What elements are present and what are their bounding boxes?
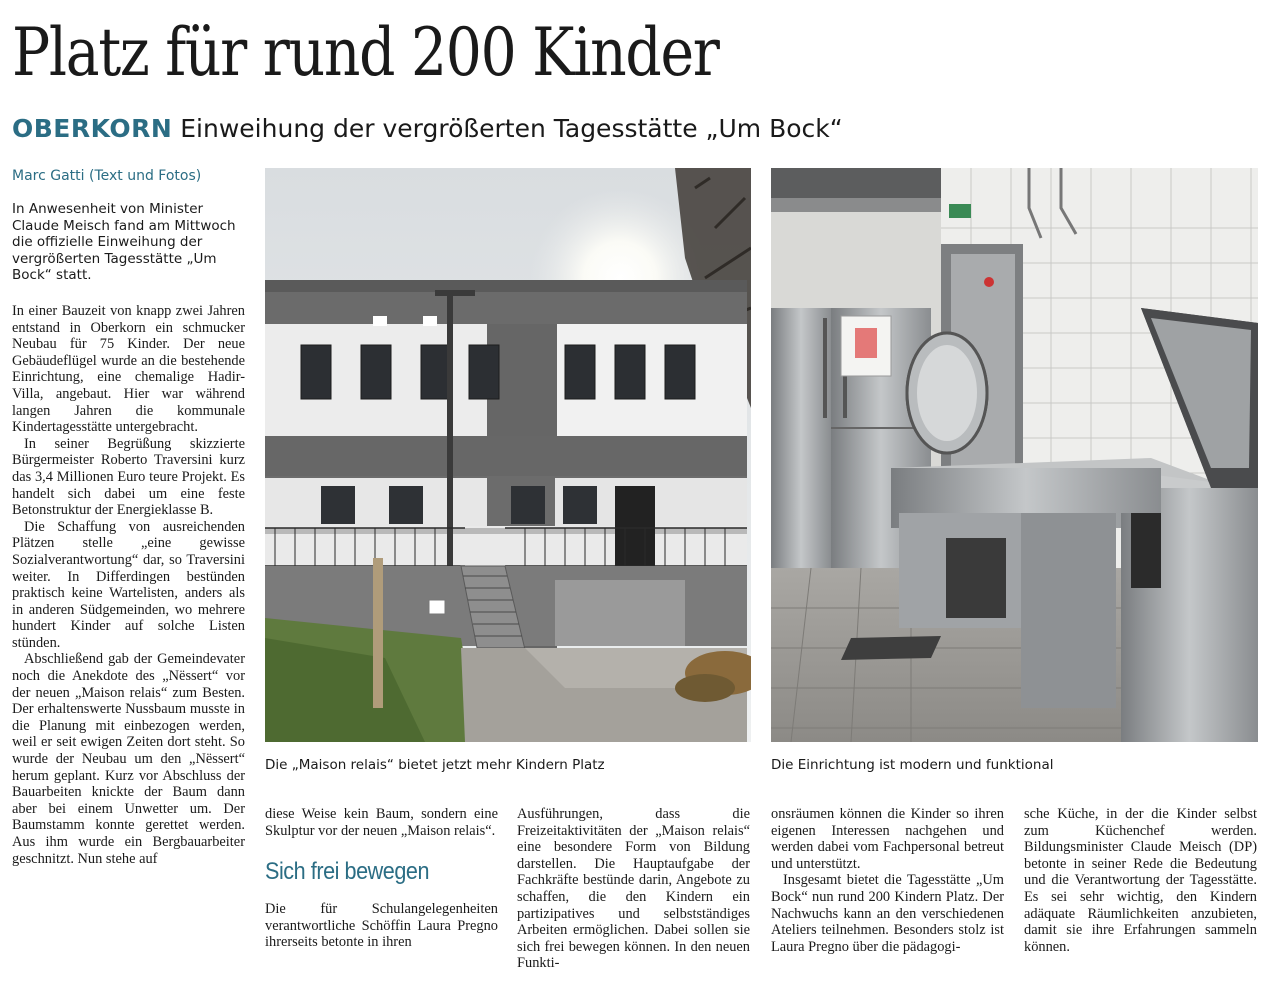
- text-column-5: [1024, 806, 1257, 955]
- subheadline-text: Einweihung der vergrößerten Tagesstätte „Um Bock“: [180, 114, 843, 143]
- paragraph: sche Küche, in der die Kinder selbst zum Küchenchef werden. Bildungsminister Claude Meisch (DP) betonte in seiner Rede die Bedeutung und die Verantwortung der Tagesstätte. Es sei sehr wichtig, den Kindern adäquate Räumlichkeiten anzubieten, damit sie ihre Erfahrungen sammeln können.: [1024, 806, 1257, 955]
- paragraph: onsräumen können die Kinder so ihren eigenen Interessen nachgehen und werden dabei vom Fachpersonal betreut und unterstützt.: [771, 806, 1004, 872]
- paragraph: Die Schaffung von ausreichenden Plätzen stelle „eine gewisse Sozialverantwortung“ dar, so Traversini weiter. In Differdingen bestünden praktisch keine Wartelisten, anders als in anderen Südgemeinden, wo mehrere hundert Kinder auf solche Listen stünden.: [12, 518, 245, 651]
- text-column-4: [771, 806, 1004, 955]
- paragraph: Insgesamt bietet die Tagesstätte „Um Bock“ nun rund 200 Kindern Platz. Der Nachwuchs kann an den verschiedenen Ateliers teilnehmen. Besonders stolz ist Laura Pregno über die pädagogi-: [771, 872, 1004, 955]
- lead-paragraph: In Anwesenheit von Minister Claude Meisch fand am Mittwoch die offizielle Einweihung der vergrößerten Tagesstätte „Um Bock“ statt.: [12, 201, 236, 283]
- paragraph: Abschließend gab der Gemeindevater noch die Anekdote des „Nëssert“ vor der neuen „Maison relais“ zum Besten. Der erhaltenswerte Nussbaum musste in die Planung mit einbezogen werden, weil er seit ewigen Zeiten dort steht. So wurde der Neubau um den „Nëssert“ herum geplant. Kurz vor Abschluss der Bauarbeiten knickte der Baum dann aber bei einem Unwetter um. Der Baumstamm konnte gerettet werden. Aus ihm wurde ein Bergbauarbeiter geschnitzt. Nun stehe auf: [12, 651, 245, 867]
- building-photo-caption: Die „Maison relais“ bietet jetzt mehr Kindern Platz: [265, 757, 605, 773]
- building-photo: [265, 168, 751, 742]
- kitchen-photo-caption: Die Einrichtung ist modern und funktional: [771, 757, 1054, 773]
- paragraph: Die für Schulangelegenheiten verantwortliche Schöffin Laura Pregno ihrerseits betonte in ihren: [265, 901, 498, 951]
- kitchen-photo: [771, 168, 1258, 742]
- article-subheadline: [12, 112, 843, 146]
- paragraph: diese Weise kein Baum, sondern eine Skulptur vor der neuen „Maison relais“.: [265, 806, 498, 839]
- text-column-1: [12, 303, 245, 867]
- article-headline: Platz für rund 200 Kinder: [12, 14, 719, 91]
- location-tag: OBERKORN: [12, 114, 173, 143]
- paragraph: Ausführungen, dass die Freizeitaktivitäten der „Maison relais“ eine besondere Form von Bildung darstellen. Die Hauptaufgabe der Fachkräfte bestünde darin, Angebote zu schaffen, die den Kindern ein partizipatives und selbstständiges Arbeiten ermöglichen. Dabei sollen sie sich frei bewegen können. In den neuen Funkti-: [517, 806, 750, 972]
- text-column-2: [265, 806, 498, 951]
- section-subtitle: Sich frei bewegen: [265, 858, 430, 886]
- text-column-3: [517, 806, 750, 972]
- byline: Marc Gatti (Text und Fotos): [12, 168, 202, 184]
- paragraph: In einer Bauzeit von knapp zwei Jahren entstand in Oberkorn ein schmucker Neubau für 75 Kinder. Der neue Gebäudeflügel wurde an die bestehende Einrichtung, eine chemalige Hadir-Villa, angebaut. Hier war während langen Jahren die kommunale Kindertagesstätte untergebracht.: [12, 303, 245, 436]
- paragraph: In seiner Begrüßung skizzierte Bürgermeister Roberto Traversini kurz das 3,4 Millionen Euro teure Projekt. Es handelt sich dabei um eine feste Betonstruktur der Energieklasse B.: [12, 435, 245, 519]
